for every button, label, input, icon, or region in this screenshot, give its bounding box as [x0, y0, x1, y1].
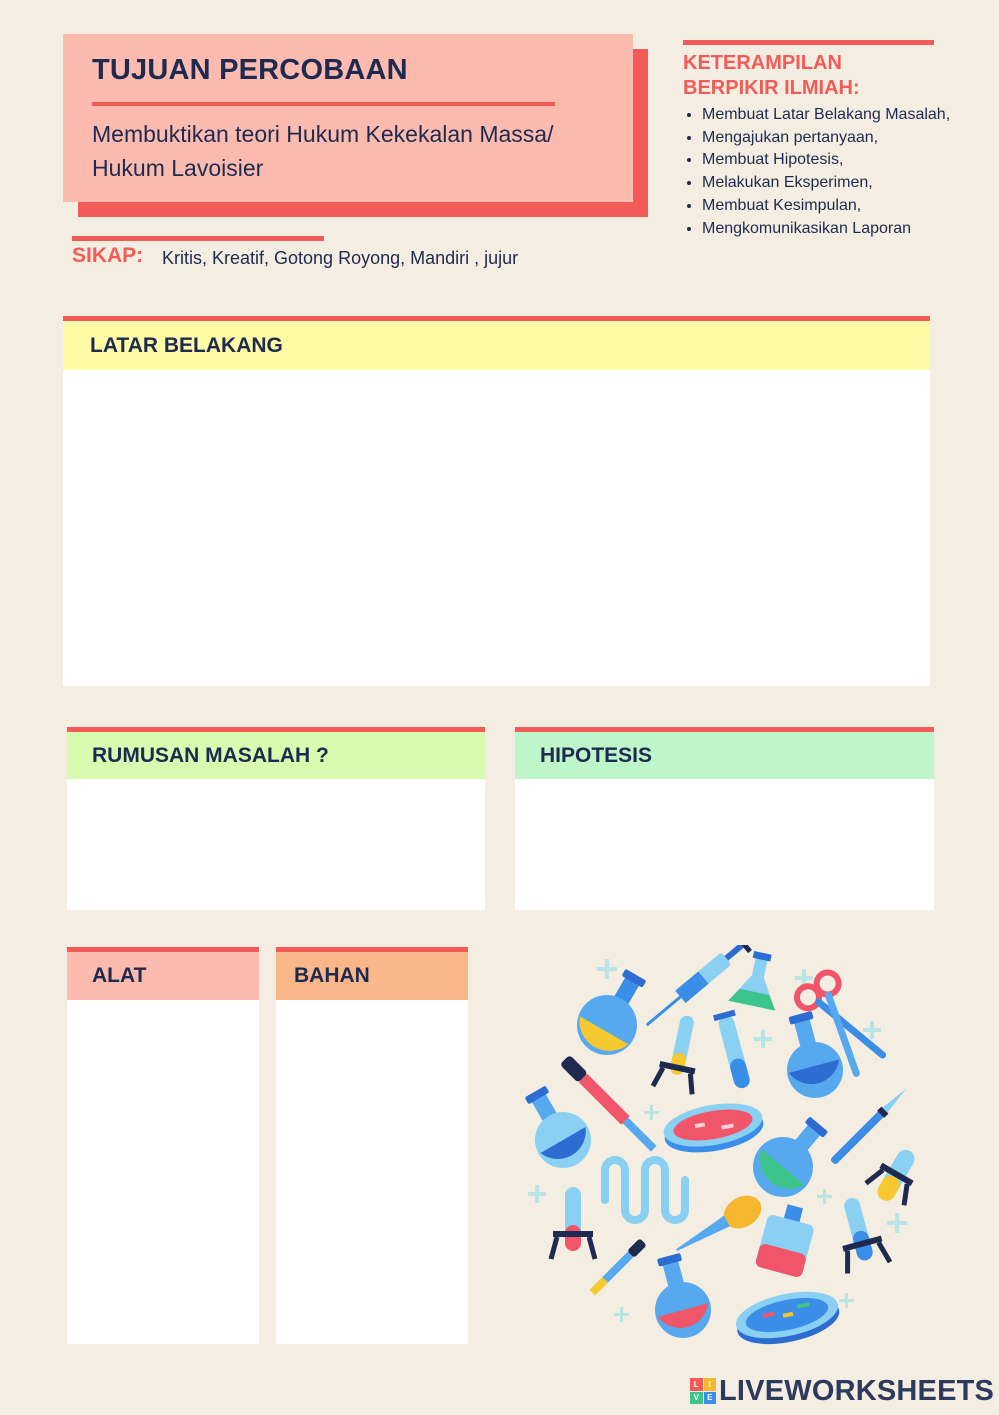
brand-mark-cell: V — [690, 1392, 703, 1405]
test-tube-icon — [713, 1010, 754, 1091]
keterampilan-item: • Mengkomunikasikan Laporan — [702, 218, 952, 241]
sikap-text: Kritis, Kreatif, Gotong Royong, Mandiri , jujur — [162, 248, 519, 268]
test-tube-icon — [653, 1012, 708, 1095]
lab-equipment-illustration — [515, 945, 935, 1345]
rumusan-masalah-box[interactable] — [67, 727, 485, 910]
petri-dish-icon — [660, 1097, 766, 1160]
latar-belakang-box[interactable] — [63, 316, 930, 686]
keterampilan-list — [683, 104, 952, 240]
keterampilan-item: • Melakukan Eksperimen, — [702, 172, 952, 195]
flask-icon — [641, 1249, 717, 1345]
alat-box[interactable] — [67, 947, 259, 1344]
syringe-icon — [640, 945, 752, 1033]
latar-belakang-header — [63, 321, 930, 370]
tujuan-text: Membuktikan teori Hukum Kekekalan Massa/ Hukum Lavoisier — [92, 121, 554, 181]
brand-mark-cell: I — [704, 1378, 717, 1391]
hipotesis-title: HIPOTESIS — [540, 743, 653, 767]
dropper-icon — [589, 1238, 647, 1296]
brand-logo[interactable] — [690, 1374, 994, 1408]
hipotesis-box[interactable] — [515, 727, 934, 910]
tujuan-divider — [92, 102, 555, 106]
keterampilan-item: • Mengajukan pertanyaan, — [702, 127, 952, 150]
coil-tube-icon — [605, 1160, 685, 1220]
alat-title: ALAT — [92, 964, 147, 987]
sikap-label: SIKAP: — [72, 244, 144, 267]
test-tube-icon — [829, 1193, 890, 1274]
bahan-title: BAHAN — [294, 964, 370, 987]
petri-dish-icon — [732, 1284, 844, 1345]
flask-icon — [566, 960, 662, 1066]
bahan-box[interactable] — [276, 947, 468, 1344]
bahan-header — [276, 952, 468, 1000]
bottle-icon — [755, 1200, 819, 1278]
hipotesis-header — [515, 732, 934, 779]
tweezers-icon — [863, 1140, 929, 1210]
keterampilan-divider — [683, 40, 934, 45]
flask-icon — [515, 1078, 601, 1179]
keterampilan-item: • Membuat Latar Belakang Masalah, — [702, 104, 952, 127]
test-tube-icon — [551, 1187, 595, 1259]
keterampilan-item: • Membuat Kesimpulan, — [702, 195, 952, 218]
flask-icon — [728, 948, 786, 1011]
sikap-divider — [72, 236, 324, 241]
brand-mark-icon — [690, 1378, 716, 1404]
brand-mark-cell: E — [704, 1392, 717, 1405]
latar-belakang-title: LATAR BELAKANG — [90, 333, 283, 357]
keterampilan-title: KETERAMPILAN BERPIKIR ILMIAH: — [683, 52, 860, 99]
scalpel-icon — [829, 1085, 910, 1166]
rumusan-masalah-header — [67, 732, 485, 779]
brand-text: LIVEWORKSHEETS — [719, 1374, 995, 1407]
tujuan-title: TUJUAN PERCOBAAN — [92, 54, 408, 86]
rumusan-masalah-title: RUMUSAN MASALAH ? — [92, 743, 329, 767]
keterampilan-item: • Membuat Hipotesis, — [702, 149, 952, 172]
brand-mark-cell: L — [690, 1378, 703, 1391]
alat-header — [67, 952, 259, 1000]
